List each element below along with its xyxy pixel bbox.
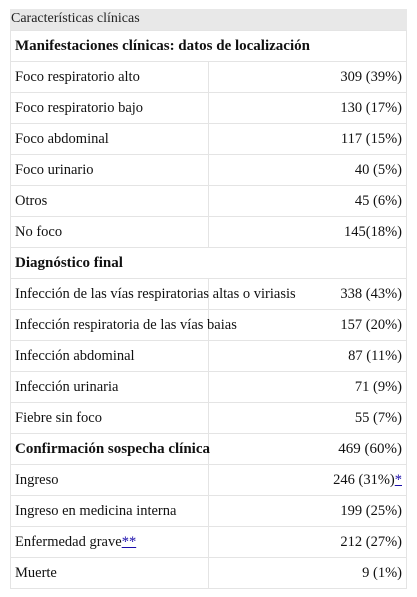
- row-label: Foco respiratorio alto: [11, 62, 209, 93]
- row-label: Foco urinario: [11, 155, 209, 186]
- row-value: 40 (5%): [209, 155, 407, 186]
- row-label: Ingreso: [11, 465, 209, 496]
- row-label: Infección urinaria: [11, 372, 209, 403]
- table-row: [11, 465, 407, 496]
- footnote-link[interactable]: *: [394, 471, 402, 488]
- table-row: [11, 93, 407, 124]
- table-row: [11, 310, 407, 341]
- row-value: 309 (39%): [209, 62, 407, 93]
- table-row: [11, 496, 407, 527]
- section-header-row: [11, 248, 407, 279]
- section-header-value: 469 (60%): [209, 434, 407, 465]
- section-header-confirmacion: Confirmación sospecha clínica: [11, 434, 209, 465]
- table-row: [11, 186, 407, 217]
- row-label: Foco abdominal: [11, 124, 209, 155]
- row-label: Otros: [11, 186, 209, 217]
- row-value: 145(18%): [209, 217, 407, 248]
- row-value: 9 (1%): [209, 558, 407, 589]
- row-value: 212 (27%): [209, 527, 407, 558]
- row-value: [209, 465, 407, 496]
- row-value: 71 (9%): [209, 372, 407, 403]
- row-value: 117 (15%): [209, 124, 407, 155]
- section-header-localizacion: Manifestaciones clínicas: datos de localización: [11, 31, 407, 62]
- row-value-text: 246 (31%): [333, 471, 395, 488]
- clinical-table-container: [10, 9, 407, 589]
- row-value: 130 (17%): [209, 93, 407, 124]
- table-row: [11, 124, 407, 155]
- table-row: [11, 62, 407, 93]
- table-row: [11, 558, 407, 589]
- row-value: 45 (6%): [209, 186, 407, 217]
- row-label: Infección abdominal: [11, 341, 209, 372]
- table-row: [11, 217, 407, 248]
- row-label: [11, 527, 209, 558]
- table-row: [11, 155, 407, 186]
- footnote-link[interactable]: **: [121, 533, 137, 550]
- section-header-row: [11, 31, 407, 62]
- table-caption: Características clínicas: [10, 9, 407, 30]
- row-label: No foco: [11, 217, 209, 248]
- table-row: [11, 403, 407, 434]
- row-value: 199 (25%): [209, 496, 407, 527]
- row-value: 157 (20%): [209, 310, 407, 341]
- table-row: [11, 341, 407, 372]
- row-value: 338 (43%): [209, 279, 407, 310]
- row-label: Muerte: [11, 558, 209, 589]
- section-header-diagnostico: Diagnóstico final: [11, 248, 407, 279]
- row-label: Fiebre sin foco: [11, 403, 209, 434]
- table-row: [11, 372, 407, 403]
- section-header-row: [11, 434, 407, 465]
- row-label-text: Enfermedad grave: [15, 533, 122, 550]
- row-label: Foco respiratorio bajo: [11, 93, 209, 124]
- table-row: [11, 279, 407, 310]
- table-row: [11, 527, 407, 558]
- row-label: Ingreso en medicina interna: [11, 496, 209, 527]
- row-value: 55 (7%): [209, 403, 407, 434]
- row-label: Infección de las vías respiratorias altas o viriasis: [11, 279, 209, 310]
- row-value: 87 (11%): [209, 341, 407, 372]
- clinical-table: [10, 30, 407, 589]
- row-label: Infección respiratoria de las vías baias: [11, 310, 209, 341]
